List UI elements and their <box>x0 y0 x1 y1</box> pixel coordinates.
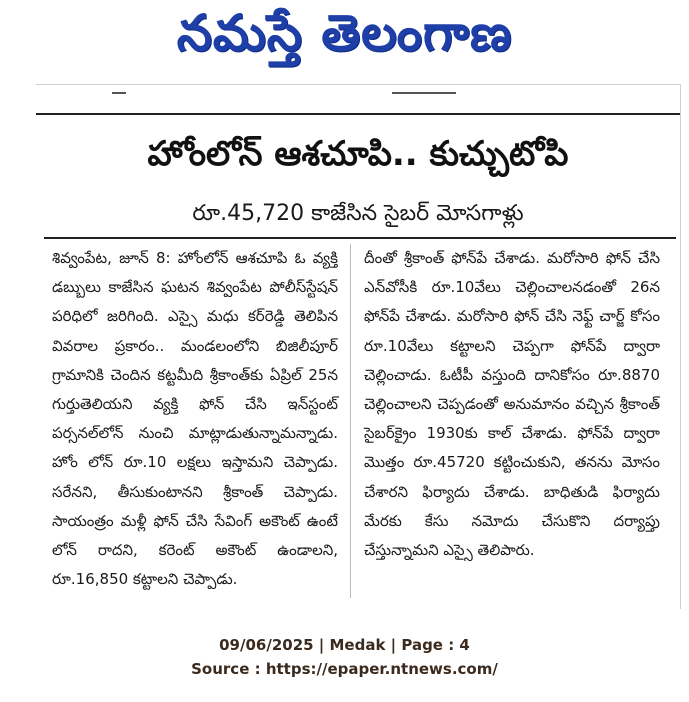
clipping-edge-mark <box>112 92 126 100</box>
article-column-left: శివ్వంపేట, జూన్ 8: హోంలోన్ ఆశచూపి ఓ వ్యక్తి డబ్బులు కాజేసిన ఘటన శివ్వంపేట పోలీస్‌స్టేషన్ పరిధిలో జరిగింది. ఎస్సై మధు కర్‌రెడ్డి తెలిపిన వివరాల ప్రకారం.. మండలంలోని బిజిలీపూర్ గ్రామానికి చెందిన కట్టమీది శ్రీకాంత్‌కు ఏప్రిల్ 25న గుర్తుతెలియని వ్యక్తి ఫోన్ చేసి ఇన్‌స్టంట్ పర్సనల్‌లోన్ నుంచి మాట్లాడుతున్నామన్నాడు. హోం లోన్ రూ.10 లక్షలు ఇస్తామని చెప్పాడు. సరేనని, తీసుకుంటానని శ్రీకాంత్ చెప్పాడు. సాయంత్రం మళ్లీ ఫోన్ చేసి సేవింగ్ అకౌంట్ ఉంటే లోన్ రాదని, కరెంట్ అకౌంట్ ఉండాలని, రూ.16,850 కట్టాలని చెప్పాడు. <box>52 249 338 589</box>
edition-info: 09/06/2025 | Medak | Page : 4 <box>219 636 470 654</box>
article-column-right: దీంతో శ్రీకాంత్ ఫోన్‌పే చేశాడు. మరోసారి ఫోన్ చేసి ఎన్‌వోసీకి రూ.10వేలు చెల్లించాలనడంతో 26న ఫోన్‌పే చేశాడు. మరోసారి ఫోన్ చేసి నెఫ్ట్ చార్జ్ కోసం రూ.10వేలు కట్టాలని చెప్పగా ఫోన్‌పే ద్వారా చెల్లించాడు. ఓటీపీ వస్తుంది దానికోసం రూ.8870 చెల్లించాలని చెప్పడంతో అనుమానం వచ్చిన శ్రీకాంత్ సైబర్‌క్రైం 1930కు కాల్ చేశాడు. ఫోన్‌పే ద్వారా మొత్తం రూ.45720 కట్టించుకుని, తనను మోసం చేశారని ఫిర్యాదు చేశాడు. బాధితుడి ఫిర్యాదు మేరకు కేసు నమోదు చేసుకొని దర్యాప్తు చేస్తున్నామని ఎస్సై తెలిపారు. <box>364 249 660 560</box>
article-headline: హోంలోన్ ఆశచూపి.. కుచ్చుటోపి <box>147 134 569 174</box>
clipping-edge-mark <box>392 92 456 100</box>
top-rule <box>36 113 680 115</box>
article-subheadline: రూ.45,720 కాజేసిన సైబర్ మోసగాళ్లు <box>192 201 524 226</box>
newspaper-logo: నమస్తే తెలంగాణ <box>176 3 513 62</box>
column-divider <box>350 244 351 598</box>
masthead <box>0 2 689 76</box>
headline-rule <box>44 237 676 239</box>
page-footer <box>0 633 689 681</box>
source-link[interactable]: Source : https://epaper.ntnews.com/ <box>191 660 498 678</box>
